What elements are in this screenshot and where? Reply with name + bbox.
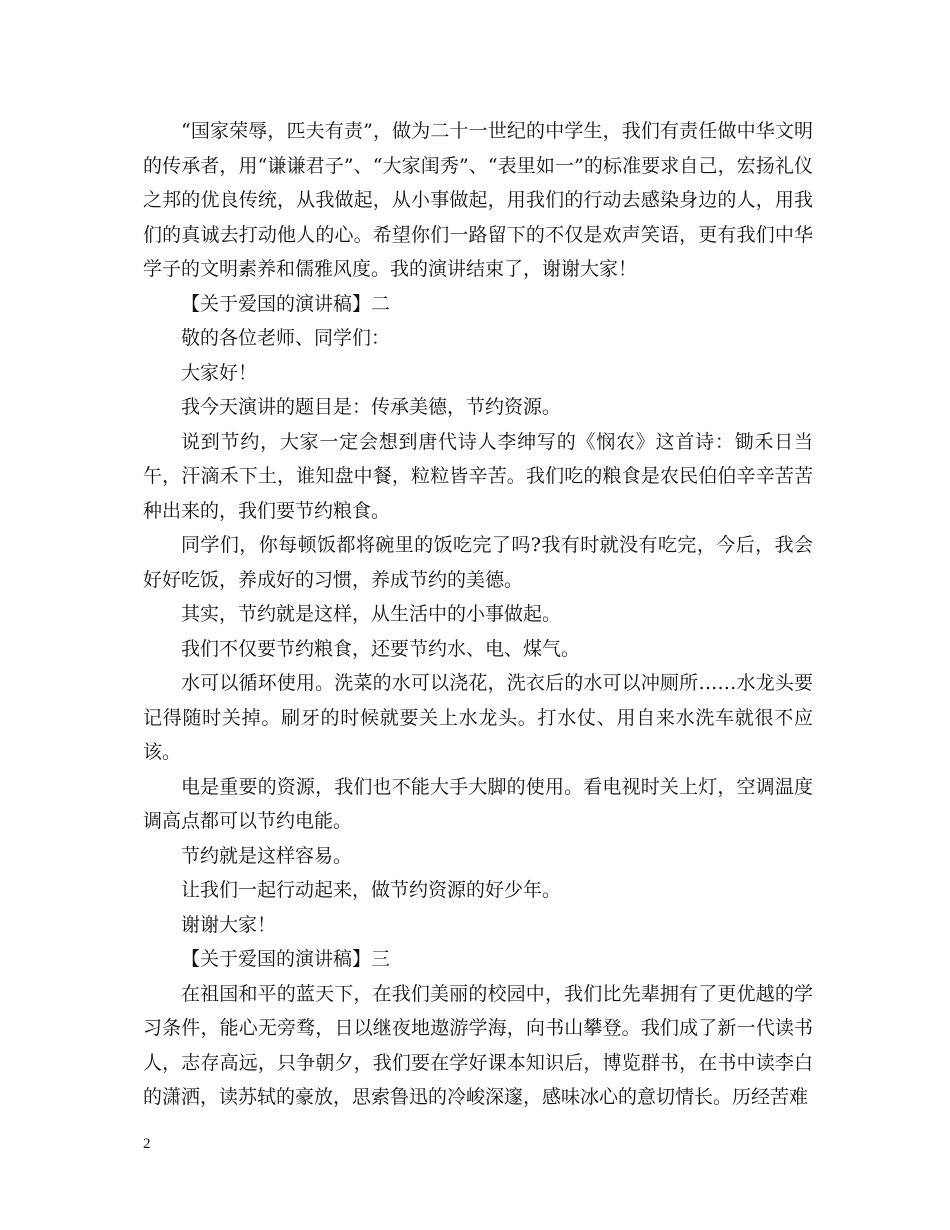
paragraph-speech-topic: 我今天演讲的题目是：传承美德，节约资源。 [181, 396, 562, 418]
paragraph-thanks: 谢谢大家！ [181, 913, 277, 936]
paragraph-greeting: 大家好！ [181, 361, 258, 384]
paragraph-finish-meals: 同学们，你每顿饭都将碗里的饭吃完了吗?我有时就没有吃完，今后，我会好好吃饭，养成好的习惯，养成节约的美德。 [143, 534, 813, 591]
paragraph-poem: 说到节约，大家一定会想到唐代诗人李绅写的《悯农》这首诗：锄禾日当午，汗滴禾下土，谁知盘中餐，粒粒皆辛苦。我们吃的粮食是农民伯伯辛辛苦苦种出来的，我们要节约粮食。 [143, 430, 813, 522]
document-body [143, 114, 813, 1115]
paragraph-motherland: 在祖国和平的蓝天下，在我们美丽的校园中，我们比先辈拥有了更优越的学习条件，能心无旁骛，日以继夜地遨游学海，向书山攀登。我们成了新一代读书人，志存高远，只争朝夕，我们要在学好课本知识后，博览群书，在书中读李白的潇洒，读苏轼的豪放，思索鲁迅的冷峻深邃，感味冰心的意切情长。历经苦难 [143, 982, 813, 1108]
paragraph-closing-speech-one: “国家荣辱，匹夫有责”，做为二十一世纪的中学生，我们有责任做中华文明的传承者，用“谦谦君子”、“大家闺秀”、“表里如一”的标准要求自己，宏扬礼仪之邦的优良传统，从我做起，从小事做起，用我们的行动去感染身边的人，用我们的真诚去打动他人的心。希望你们一路留下的不仅是欢声笑语，更有我们中华学子的文明素养和儒雅风度。我的演讲结束了，谢谢大家！ [143, 120, 813, 280]
paragraph-small-things: 其实，节约就是这样，从生活中的小事做起。 [181, 603, 562, 625]
page-number: 2 [143, 1136, 151, 1152]
heading-speech-two: 【关于爱国的演讲稿】二 [181, 292, 391, 315]
paragraph-water: 水可以循环使用。洗菜的水可以浇花，洗衣后的水可以冲厕所……水龙头要记得随时关掉。刷牙的时候就要关上水龙头。打水仗、用自来水洗车就很不应该。 [143, 672, 813, 763]
paragraph-salutation: 敬的各位老师、同学们： [181, 327, 391, 349]
paragraph-electricity: 电是重要的资源，我们也不能大手大脚的使用。看电视时关上灯，空调温度调高点都可以节约电能。 [143, 775, 813, 832]
paragraph-easy: 节约就是这样容易。 [181, 844, 353, 867]
heading-speech-three: 【关于爱国的演讲稿】三 [181, 948, 391, 970]
paragraph-act-together: 让我们一起行动起来，做节约资源的好少年。 [181, 879, 562, 901]
paragraph-save-utilities: 我们不仅要节约粮食，还要节约水、电、煤气。 [181, 637, 581, 660]
